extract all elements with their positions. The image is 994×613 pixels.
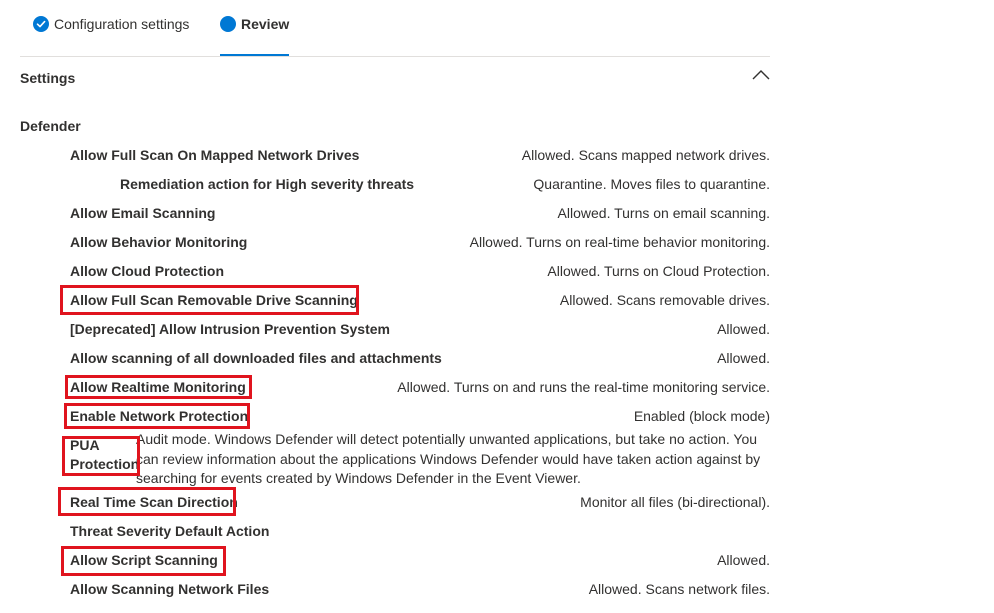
highlight-box bbox=[62, 436, 140, 476]
setting-label: Real Time Scan Direction bbox=[70, 494, 238, 510]
highlight-box bbox=[64, 403, 250, 429]
setting-label: Remediation action for High severity threats bbox=[120, 176, 415, 192]
setting-label: PUA Protection bbox=[70, 437, 140, 472]
group-title: Defender bbox=[20, 118, 81, 134]
setting-label: Allow scanning of all downloaded files and attachments bbox=[70, 350, 442, 366]
section-title: Settings bbox=[20, 70, 76, 86]
tab-review[interactable] bbox=[220, 16, 289, 56]
highlight-box bbox=[60, 285, 359, 315]
highlight-box bbox=[65, 375, 252, 399]
setting-label: Allow Realtime Monitoring bbox=[70, 379, 246, 395]
setting-label: [Deprecated] Allow Intrusion Prevention System bbox=[70, 321, 390, 337]
filled-circle-icon bbox=[220, 16, 236, 32]
setting-label: Allow Cloud Protection bbox=[70, 263, 224, 279]
setting-label: Allow Email Scanning bbox=[70, 205, 216, 221]
tab-label: Review bbox=[241, 16, 290, 32]
setting-label: Allow Behavior Monitoring bbox=[70, 234, 248, 250]
highlight-box bbox=[61, 546, 226, 576]
setting-value: Allowed. Turns on email scanning. bbox=[557, 205, 770, 221]
setting-value: Enabled (block mode) bbox=[633, 408, 770, 424]
setting-value: Allowed. Turns on and runs the real-time monitoring service. bbox=[397, 379, 770, 395]
setting-value: Allowed. Turns on real-time behavior monitoring. bbox=[469, 234, 770, 250]
chevron-up-icon[interactable] bbox=[752, 69, 770, 83]
checkmark-circle-icon bbox=[33, 16, 49, 32]
setting-value: Allowed. Turns on Cloud Protection. bbox=[547, 263, 770, 279]
setting-value: Allowed. bbox=[717, 552, 770, 568]
setting-value: Allowed. Scans removable drives. bbox=[559, 292, 770, 308]
tab-label: Configuration settings bbox=[54, 16, 190, 32]
setting-value: Monitor all files (bi-directional). bbox=[580, 494, 770, 510]
setting-value: Quarantine. Moves files to quarantine. bbox=[533, 176, 770, 192]
highlight-box bbox=[58, 487, 236, 516]
setting-label: Allow Full Scan On Mapped Network Drives bbox=[70, 147, 360, 163]
setting-value: Audit mode. Windows Defender will detect potentially unwanted applications, but take no action. You can review information about the applications Windows Defender would have taken action against by searching for events created by Windows Defender in the Event Viewer. bbox=[136, 431, 761, 486]
setting-value: Allowed. Scans mapped network drives. bbox=[521, 147, 770, 163]
setting-label: Allow Full Scan Removable Drive Scanning bbox=[70, 292, 358, 308]
setting-label: Allow Scanning Network Files bbox=[70, 581, 270, 597]
setting-value: Allowed. bbox=[717, 350, 770, 366]
tab-configuration-settings[interactable] bbox=[33, 16, 189, 56]
active-tab-indicator bbox=[220, 54, 289, 56]
setting-value: Allowed. bbox=[717, 321, 770, 337]
setting-label: Enable Network Protection bbox=[70, 408, 249, 424]
setting-label: Allow Script Scanning bbox=[70, 552, 218, 568]
wizard-tabs bbox=[20, 0, 770, 57]
setting-value: Allowed. Scans network files. bbox=[588, 581, 770, 597]
setting-label: Threat Severity Default Action bbox=[70, 523, 270, 539]
